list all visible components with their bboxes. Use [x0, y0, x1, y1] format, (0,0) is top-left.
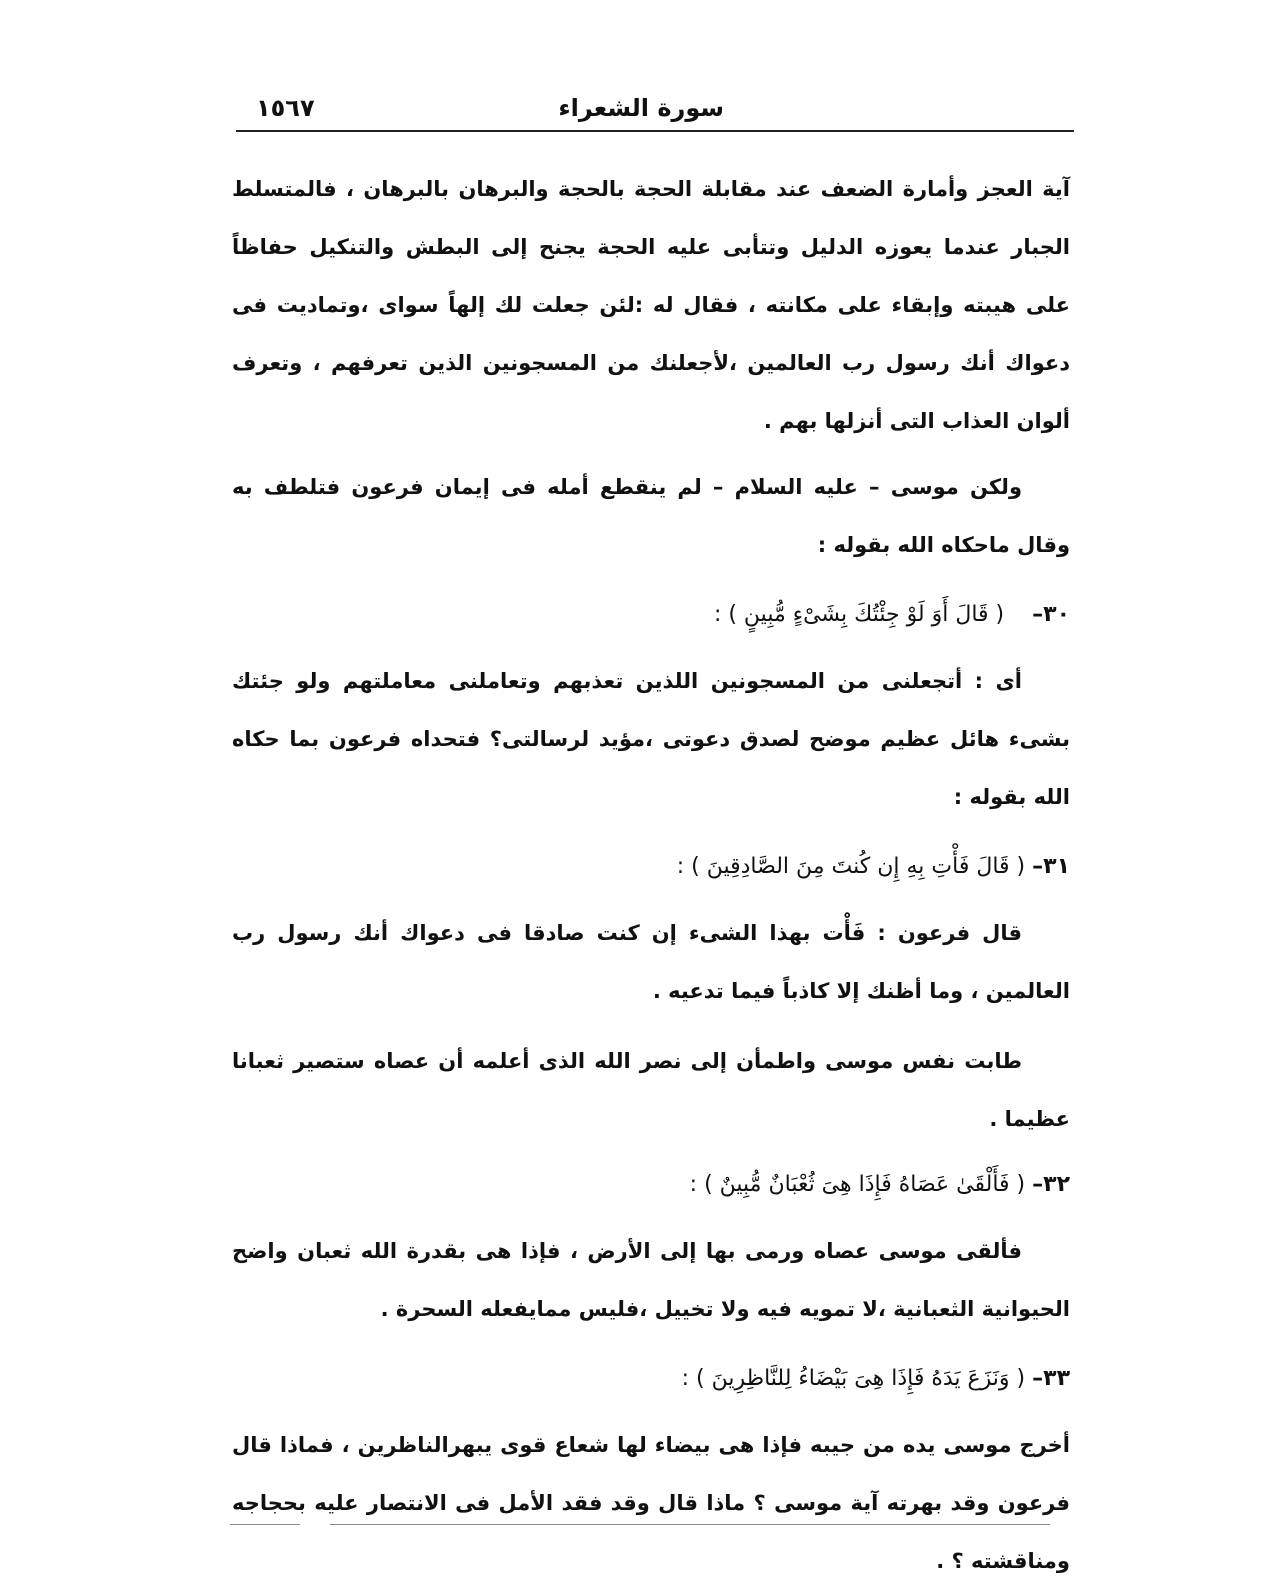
verse-32 [232, 1156, 1070, 1214]
paragraph-4: قال فرعون : فَأْت بهذا الشىء إن كنت صادقا فى دعواك أنك رسول رب العالمين ، وما أظنك إلا كاذباً فيما تدعيه . [232, 921, 1070, 1003]
header-divider [236, 130, 1074, 132]
verse-31 [232, 838, 1070, 896]
paragraph-6: فألقى موسى عصاه ورمى بها إلى الأرض ، فإذا هى بقدرة الله ثعبان واضح الحيوانية الثعبانية ،لا تمويه فيه ولا تخييل ،فليس ممايفعله السحرة . [232, 1239, 1070, 1321]
verse-33 [232, 1350, 1070, 1408]
paragraph-2: ولكن موسى – عليه السلام – لم ينقطع أمله فى إيمان فرعون فتلطف به وقال ماحكاه الله بقوله : [232, 475, 1070, 557]
verse-33-text: ( وَنَزَعَ يَدَهُ فَإِذَا هِىَ بَيْضَاءُ لِلنَّاظِرِينَ ) : [681, 1366, 1026, 1391]
page-body [232, 160, 1070, 1590]
paragraph-5: طابت نفس موسى واطمأن إلى نصر الله الذى أعلمه أن عصاه ستصير ثعبانا عظيما . [232, 1049, 1070, 1131]
footer-line-short [230, 1524, 300, 1525]
footer-line-long [330, 1524, 1050, 1525]
verse-32-text: ( فَأَلْقَىٰ عَصَاهُ فَإِذَا هِىَ ثُعْبَانٌ مُّبِينٌ ) : [689, 1172, 1026, 1197]
paragraph-1: آية العجز وأمارة الضعف عند مقابلة الحجة بالحجة والبرهان بالبرهان ، فالمتسلط الجبار عندما يعوزه الدليل وتتأبى عليه الحجة يجنح إلى البطش والتنكيل حفاظاً على هيبته وإبقاء على مكانته ، فقال له :لئن جعلت لك إلهاً سواى ،وتماديت فى دعواك أنك رسول رب العالمين ،لأجعلنك من المسجونين الذين تعرفهم ، وتعرف ألوان العذاب التى أنزلها بهم . [232, 177, 1070, 433]
verse-30-number: ٣٠– [1032, 602, 1070, 627]
verse-32-number: ٣٢– [1032, 1172, 1070, 1197]
surah-title: سورة الشعراء [558, 94, 724, 122]
verse-30-text: ( قَالَ أَوَ لَوْ جِئْتُكَ بِشَىْءٍ مُّبِينٍ ) : [713, 602, 1005, 627]
verse-31-text: ( قَالَ فَأْتِ بِهِ إِن كُنتَ مِنَ الصَّادِقِينَ ) : [676, 854, 1026, 879]
verse-30 [232, 586, 1070, 644]
verse-33-number: ٣٣– [1032, 1366, 1070, 1391]
page-header [236, 92, 1074, 132]
verse-31-number: ٣١– [1032, 854, 1070, 879]
paragraph-3: أى : أتجعلنى من المسجونين اللذين تعذبهم وتعاملنى معاملتهم ولو جئتك بشىء هائل عظيم موضح لصدق دعوتى ،مؤيد لرسالتى؟ فتحداه فرعون بما حكاه الله بقوله : [232, 669, 1070, 809]
paragraph-7: أخرج موسى يده من جيبه فإذا هى بيضاء لها شعاع قوى يبهرالناظرين ، فماذا قال فرعون وقد بهرته آية موسى ؟ ماذا قال وقد فقد الأمل فى الانتصار عليه بحجاجه ومناقشته ؟ . [232, 1433, 1070, 1573]
page-number: ١٥٦٧ [256, 94, 315, 122]
